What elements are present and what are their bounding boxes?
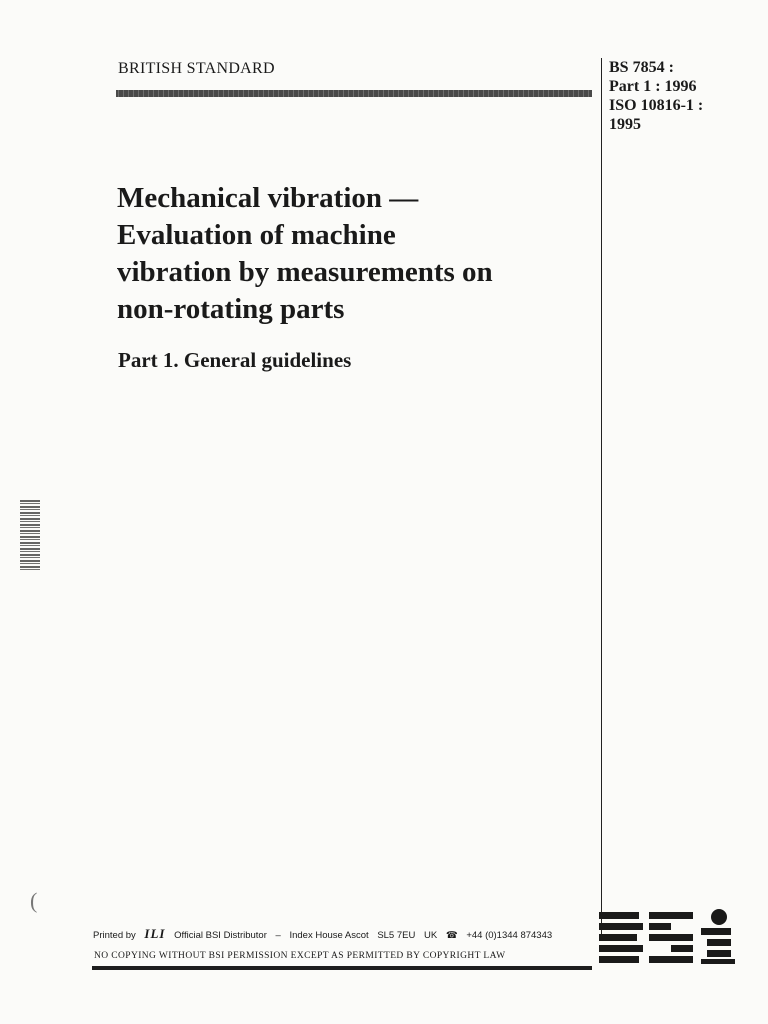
- distributor-country: UK: [423, 930, 438, 941]
- telephone-icon: ☎: [445, 930, 458, 941]
- document-subtitle: Part 1. General guidelines: [118, 348, 352, 372]
- scan-artifact: (: [30, 888, 38, 913]
- distributor-postcode: SL5 7EU: [377, 930, 416, 941]
- distributor-text: Official BSI Distributor: [174, 930, 267, 941]
- distributor-address: Index House Ascot: [289, 930, 369, 941]
- standard-number-block: [609, 58, 703, 134]
- bsi-logo: [597, 908, 737, 968]
- document-title: [117, 180, 597, 328]
- printer-info-line: [93, 926, 558, 942]
- printed-by-label: Printed by: [93, 930, 136, 941]
- distributor-phone: +44 (0)1344 874343: [466, 930, 553, 941]
- iso-number-line: ISO 10816-1 :: [609, 97, 704, 114]
- title-line: Mechanical vibration —: [117, 182, 419, 214]
- title-line: vibration by measurements on: [117, 256, 493, 288]
- iso-year-line: 1995: [609, 116, 641, 133]
- header-rule: [116, 90, 592, 97]
- document-type-label: BRITISH STANDARD: [118, 60, 275, 77]
- separator-dash: –: [275, 930, 281, 941]
- title-line: non-rotating parts: [117, 293, 345, 325]
- scan-barcode-mark: [20, 500, 40, 570]
- standard-number-line: BS 7854 :: [609, 59, 674, 76]
- title-line: Evaluation of machine: [117, 219, 396, 251]
- ili-logo: ILI: [144, 926, 166, 941]
- copyright-notice: NO COPYING WITHOUT BSI PERMISSION EXCEPT AS PERMITTED BY COPYRIGHT LAW: [94, 951, 506, 961]
- standard-part-line: Part 1 : 1996: [609, 78, 697, 95]
- vertical-divider: [601, 58, 602, 936]
- footer-rule: [92, 966, 592, 970]
